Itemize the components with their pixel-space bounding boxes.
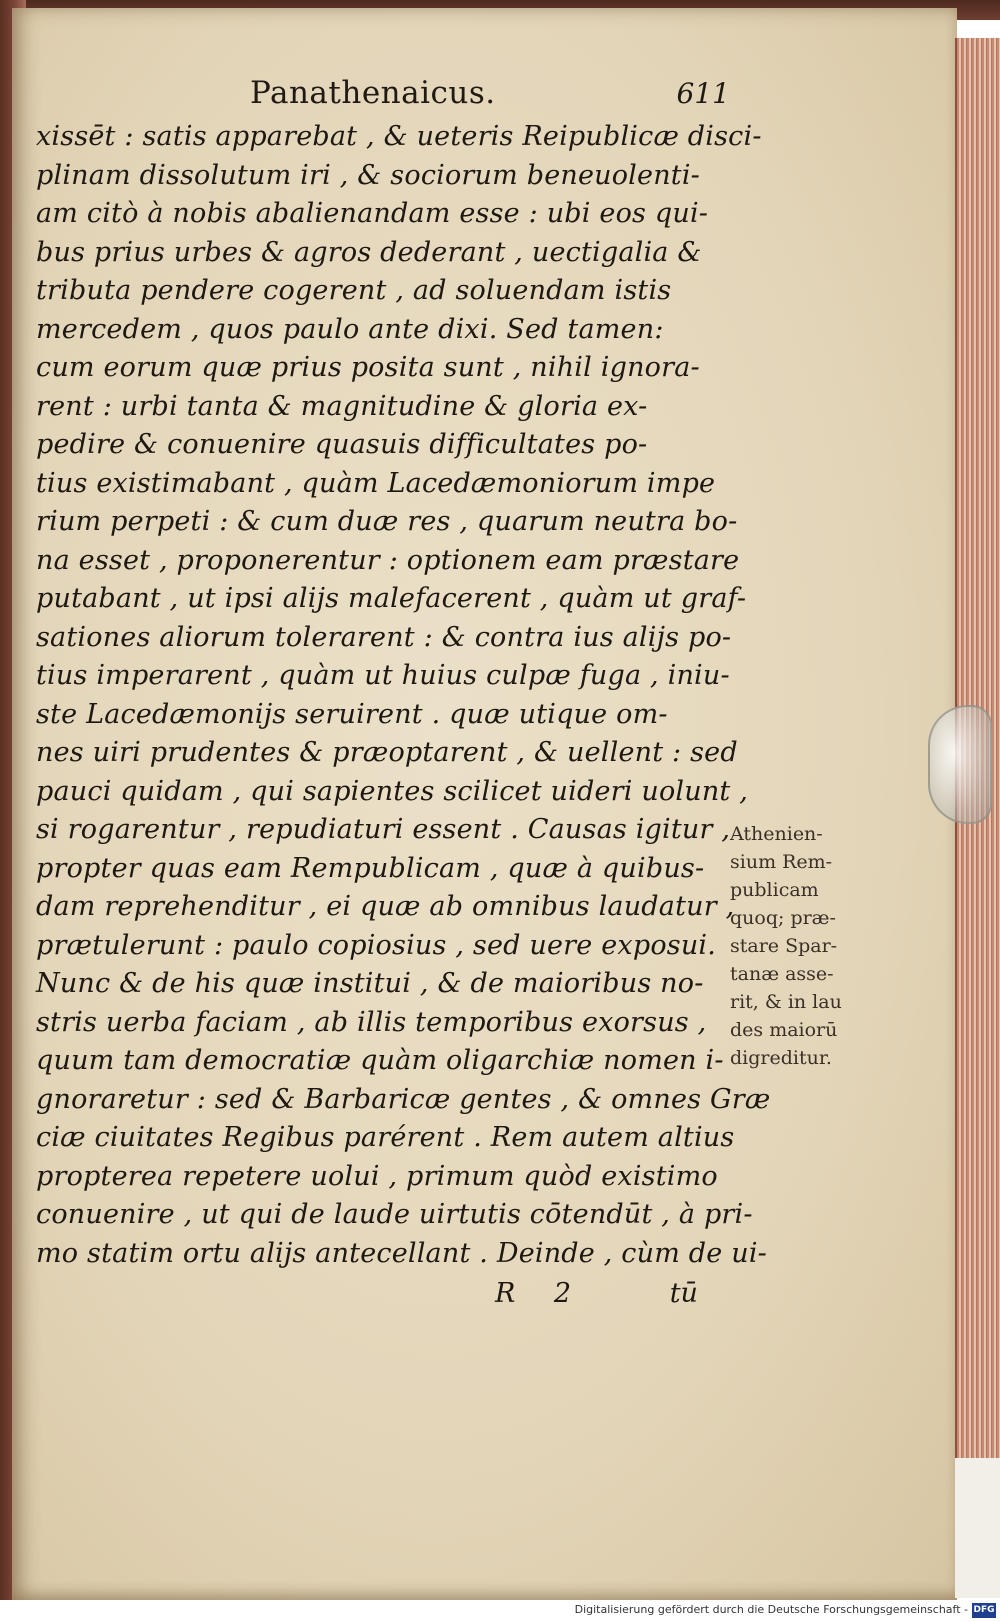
margin-note-line: des maiorū bbox=[730, 1019, 838, 1041]
text-line: nes uiri prudentes & præoptarent , & uellent : sed bbox=[36, 737, 738, 768]
text-line: rent : urbi tanta & magnitudine & gloria ex- bbox=[36, 390, 648, 422]
margin-note-line: digreditur. bbox=[730, 1047, 832, 1069]
text-line: ste Lacedæmonijs seruirent . quæ utique om- bbox=[36, 698, 668, 730]
text-line: am citò à nobis abalienandam esse : ubi eos qui- bbox=[36, 198, 709, 229]
text-line: stris uerba faciam , ab illis temporibus exorsus , bbox=[36, 1006, 707, 1038]
text-line: mo statim ortu alijs antecellant . Deinde , cùm de ui- bbox=[36, 1237, 767, 1269]
margin-note-line: publicam bbox=[730, 879, 819, 901]
page-header bbox=[250, 75, 730, 115]
text-line: sationes aliorum tolerarent : & contra ius alijs po- bbox=[36, 621, 732, 653]
text-line: mercedem , quos paulo ante dixi. Sed tamen: bbox=[36, 313, 664, 345]
text-line: rium perpeti : & cum duæ res , quarum neutra bo- bbox=[36, 506, 738, 537]
text-line: dam reprehenditur , ei quæ ab omnibus laudatur , bbox=[36, 891, 735, 922]
glass-page-weight bbox=[928, 705, 992, 824]
text-line: propterea repetere uolui , primum quòd existimo bbox=[36, 1160, 718, 1192]
margin-note-line: sium Rem- bbox=[730, 851, 833, 873]
margin-note bbox=[730, 820, 860, 1072]
text-line: cum eorum quæ prius posita sunt , nihil ignora- bbox=[36, 352, 700, 383]
text-line: xissēt : satis apparebat , & ueteris Reipublicæ disci- bbox=[36, 121, 762, 152]
dfg-logo: DFG bbox=[972, 1603, 996, 1618]
body-text bbox=[36, 118, 771, 1273]
page-number: 611 bbox=[676, 77, 730, 110]
text-line: putabant , ut ipsi alijs malefacerent , quàm ut graf- bbox=[36, 583, 747, 614]
margin-note-line: Athenien- bbox=[730, 823, 823, 845]
signature-text: R 2 bbox=[495, 1278, 572, 1309]
text-line: bus prius urbes & agros dederant , uectigalia & bbox=[36, 236, 702, 268]
text-line: gnoraretur : sed & Barbaricæ gentes , & omnes Græ bbox=[36, 1083, 771, 1115]
text-line: tius existimabant , quàm Lacedæmoniorum impe bbox=[36, 467, 716, 499]
background-strip bbox=[955, 1458, 1000, 1598]
text-line: si rogarentur , repudiaturi essent . Causas igitur , bbox=[36, 814, 731, 845]
catchword: tū bbox=[669, 1278, 698, 1309]
margin-note-line: quoq; præ- bbox=[730, 907, 836, 929]
margin-note-line: rit, & in lau bbox=[730, 991, 842, 1013]
text-line: tius imperarent , quàm ut huius culpæ fuga , iniu- bbox=[36, 660, 730, 691]
text-line: prætulerunt : paulo copiosius , sed uere exposui. bbox=[36, 929, 717, 961]
margin-note-line: tanæ asse- bbox=[730, 963, 834, 985]
funding-credit: Digitalisierung gefördert durch die Deutsche Forschungsgemeinschaft - bbox=[574, 1603, 968, 1616]
running-head: Panathenaicus. bbox=[250, 75, 496, 111]
text-line: tributa pendere cogerent , ad soluendam istis bbox=[36, 275, 672, 306]
text-line: propter quas eam Rempublicam , quæ à quibus- bbox=[36, 852, 705, 884]
text-line: pauci quidam , qui sapientes scilicet uideri uolunt , bbox=[36, 775, 749, 807]
footer-bar bbox=[0, 1600, 1000, 1622]
margin-note-line: stare Spar- bbox=[730, 935, 838, 957]
text-line: pedire & conuenire quasuis difficultates po- bbox=[36, 429, 648, 460]
text-line: na esset , proponerentur : optionem eam præstare bbox=[36, 544, 740, 576]
text-line: quum tam democratiæ quàm oligarchiæ nomen i- bbox=[36, 1045, 724, 1076]
text-line: ciæ ciuitates Regibus parérent . Rem autem altius bbox=[36, 1122, 735, 1153]
text-line: Nunc & de his quæ institui , & de maioribus no- bbox=[36, 968, 704, 999]
signature-mark bbox=[495, 1278, 698, 1309]
text-line: plinam dissolutum iri , & sociorum beneuolenti- bbox=[36, 159, 700, 191]
text-line: conuenire , ut qui de laude uirtutis cōtendūt , à pri- bbox=[36, 1199, 753, 1230]
